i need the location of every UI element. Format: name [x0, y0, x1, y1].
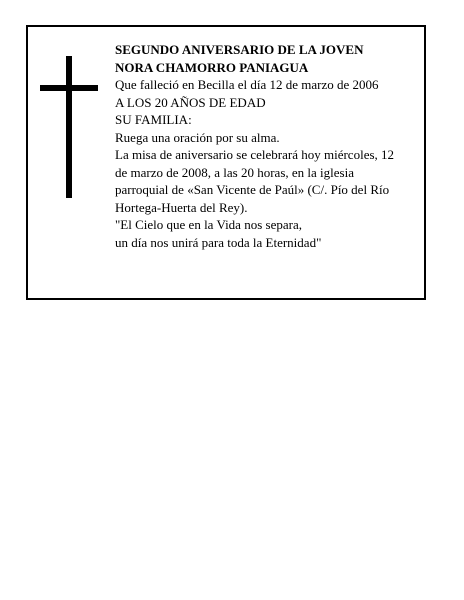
- notice-heading-line-1: SEGUNDO ANIVERSARIO DE LA JOVEN: [115, 42, 364, 57]
- mass-line-1: La misa de aniversario se celebrará hoy miércoles, 12: [115, 147, 395, 162]
- obituary-notice: [26, 25, 426, 300]
- cross-horizontal-bar: [40, 85, 98, 91]
- family-label: SU FAMILIA:: [115, 112, 192, 127]
- mass-line-3: parroquial de «San Vicente de Paúl» (C/. Pío del Río: [115, 182, 390, 197]
- cross-icon: [40, 56, 98, 198]
- mass-line-2: de marzo de 2008, a las 20 horas, en la iglesia: [115, 164, 354, 180]
- notice-text: [115, 41, 420, 251]
- death-info: Que falleció en Becilla el día 12 de marzo de 2006: [115, 77, 379, 92]
- quote-line-2: un día nos unirá para toda la Eternidad": [115, 234, 322, 250]
- cross-vertical-bar: [66, 56, 72, 198]
- prayer-request: Ruega una oración por su alma.: [115, 129, 280, 145]
- age-info: A LOS 20 AÑOS DE EDAD: [115, 94, 266, 110]
- notice-heading-line-2: NORA CHAMORRO PANIAGUA: [115, 59, 309, 75]
- quote-line-1: "El Cielo que en la Vida nos separa,: [115, 217, 302, 232]
- mass-line-4: Hortega-Huerta del Rey).: [115, 199, 248, 215]
